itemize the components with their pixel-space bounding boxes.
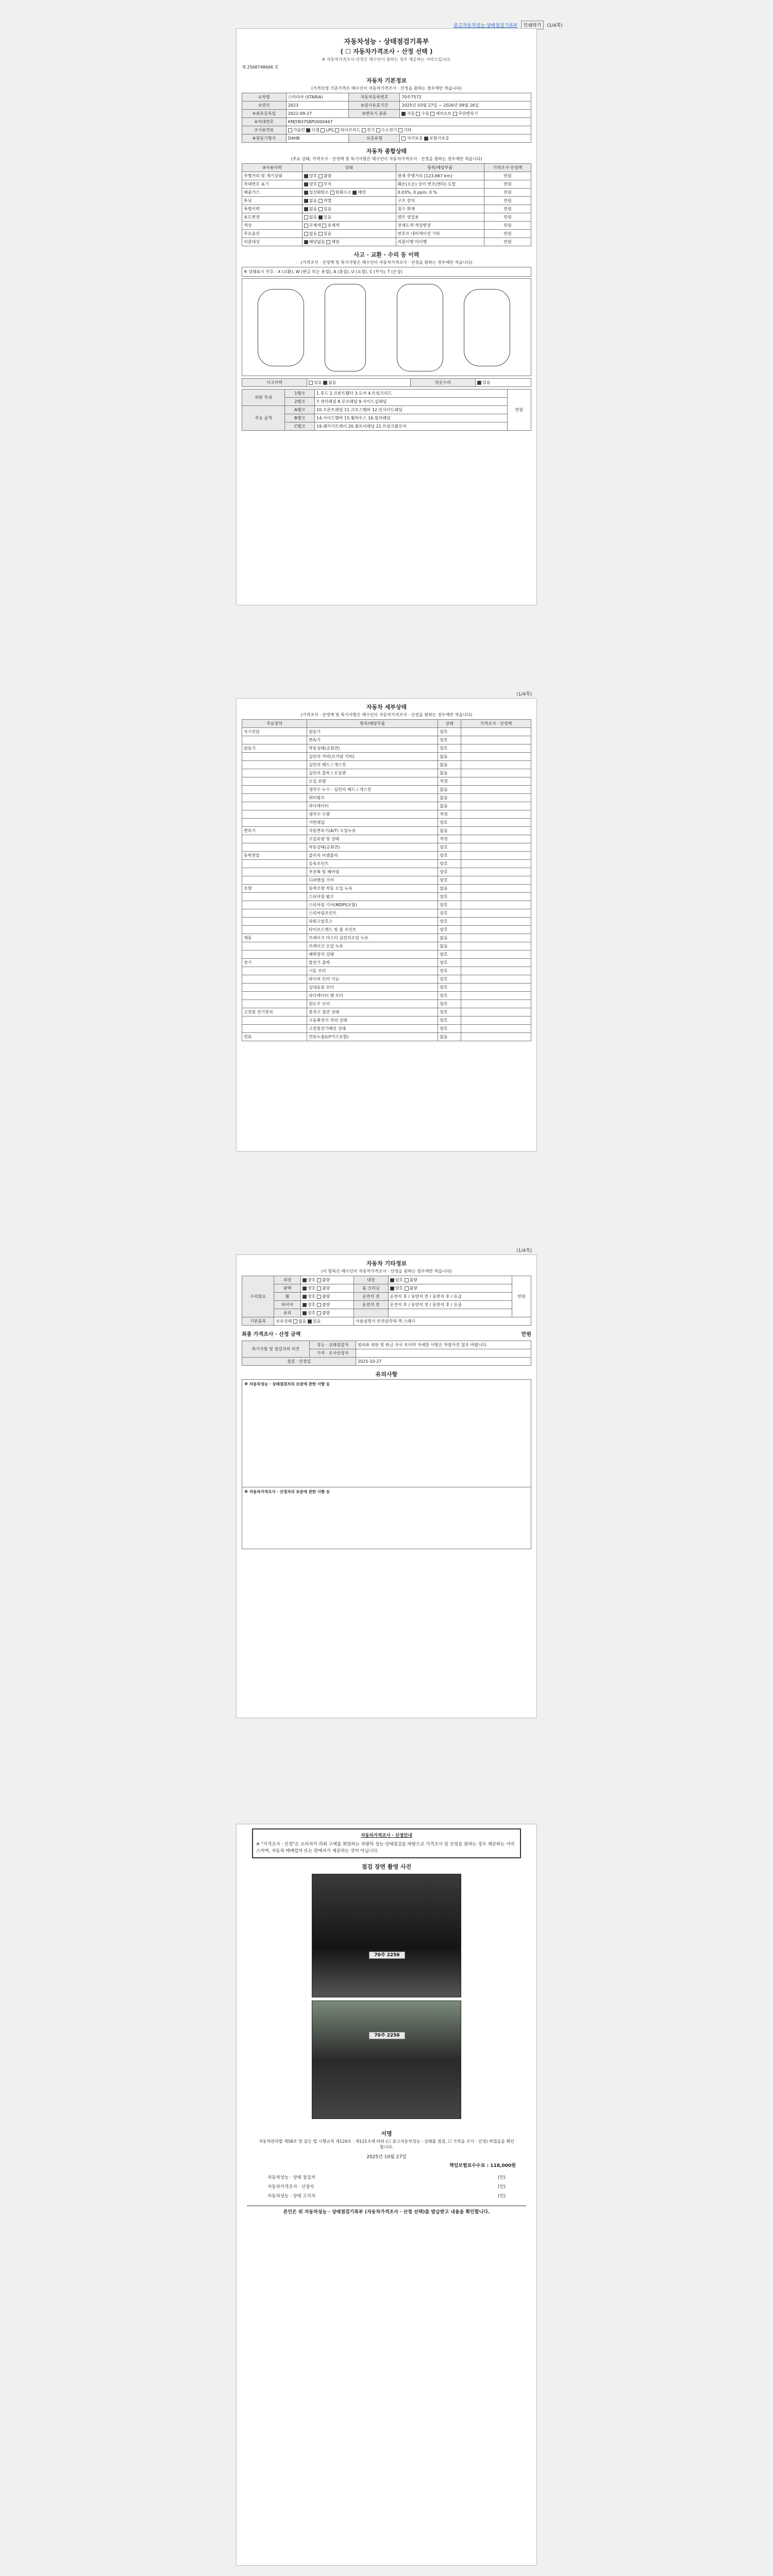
- table-cell: 타이로드엔드 및 볼 조인트: [307, 926, 438, 934]
- table-row: [242, 810, 531, 819]
- status-cell: 양호: [438, 984, 461, 992]
- table-cell: 시동 모터: [307, 967, 438, 975]
- col-header: 가격조사 · 산정액: [461, 720, 531, 728]
- price-cell: [461, 860, 531, 868]
- photo-title: 점검 장면 촬영 사진: [361, 1863, 412, 1871]
- table-row: [242, 744, 531, 753]
- price-unit: 만원: [521, 1332, 531, 1337]
- section-detail: 자동차 세부상태: [366, 704, 407, 710]
- status-cell: 없음: [438, 934, 461, 942]
- table-row: [242, 736, 531, 744]
- price-title: 최종 가격조사 · 산정 금액: [242, 1332, 301, 1337]
- car-right-view: [464, 289, 510, 366]
- page-2: [236, 698, 537, 1151]
- table-row: [242, 769, 531, 777]
- table-row: [242, 909, 531, 918]
- section-overall: 자동차 종합상태: [366, 148, 407, 155]
- table-cell: 디퍼렌셜 기어: [307, 876, 438, 885]
- price-cell: [461, 827, 531, 835]
- price-cell: [461, 1008, 531, 1016]
- sign-note: 자동차관리법 제58조 및 같은 법 시행규칙 제120조 · 제121조에 따라 (☐ 중고자동차성능 · 상태를 점검, ☐ 가격을 조사 · 산정) 하였음을 확인합니다.: [259, 2139, 514, 2150]
- car-left-view: [258, 289, 304, 366]
- table-row: [242, 1025, 531, 1033]
- footer-confirm: 본인은 위 자동차성능 · 상태점검기록부 (자동차가격조사 · 산정 선택)를 발급받고 내용을 확인합니다.: [283, 2210, 490, 2215]
- sign-date: 2025년 10월 27일: [366, 2155, 407, 2160]
- table-cell: [242, 975, 307, 984]
- table-cell: 고전원전기배선 상태: [307, 1025, 438, 1033]
- price-cell: [461, 819, 531, 827]
- table-cell: [242, 802, 307, 810]
- status-cell: 양호: [438, 951, 461, 959]
- table-cell: [242, 942, 307, 951]
- table-cell: [242, 984, 307, 992]
- table-cell: 스티어링 펌프: [307, 893, 438, 901]
- table-cell: [242, 901, 307, 909]
- table-cell: 라디에이터: [307, 802, 438, 810]
- status-cell: 양호: [438, 1008, 461, 1016]
- table-cell: 브레이크 오일 누유: [307, 942, 438, 951]
- table-row: [242, 777, 531, 786]
- table-row: [242, 1000, 531, 1008]
- table-row: [242, 926, 531, 934]
- status-cell: 양호: [438, 744, 461, 753]
- price-cell: [461, 843, 531, 852]
- notes-block-b: [242, 1487, 531, 1549]
- table-row: [242, 1033, 531, 1041]
- page-number: (1/4쪽): [547, 23, 563, 28]
- price-guide-box: [252, 1828, 521, 1858]
- status-cell: 적정: [438, 835, 461, 843]
- price-cell: [461, 835, 531, 843]
- table-row: [242, 753, 531, 761]
- table-cell: 실린더 블록 / 오일팬: [307, 769, 438, 777]
- table-cell: 자동변속기(A/T) 오일누유: [307, 827, 438, 835]
- table-cell: [242, 835, 307, 843]
- car-year: 2023: [286, 101, 349, 110]
- status-cell: 없음: [438, 885, 461, 893]
- table-cell: 추진축 및 베어링: [307, 868, 438, 876]
- table-cell: 구동축전지 격리 상태: [307, 1016, 438, 1025]
- table-cell: 실린더 커버(로커암 커버): [307, 753, 438, 761]
- status-cell: 양호: [438, 819, 461, 827]
- table-cell: 연료누출(LP가스포함): [307, 1033, 438, 1041]
- table-cell: 냉각수 수량: [307, 810, 438, 819]
- status-cell: 양호: [438, 1016, 461, 1025]
- car-frame-view: [397, 284, 443, 371]
- status-cell: 양호: [438, 959, 461, 967]
- table-row: [242, 860, 531, 868]
- plate-label: 70주 2256: [369, 2032, 405, 2039]
- table-cell: 변속기: [307, 736, 438, 744]
- table-cell: 동력조향 작동 오일 누유: [307, 885, 438, 893]
- status-cell: 없음: [438, 786, 461, 794]
- status-cell: 양호: [438, 852, 461, 860]
- table-row: [242, 843, 531, 852]
- table-row: [242, 835, 531, 843]
- table-cell: [242, 951, 307, 959]
- status-cell: 양호: [438, 909, 461, 918]
- notes-title: 유의사항: [375, 1371, 398, 1378]
- table-cell: [242, 967, 307, 975]
- table-cell: 오일 유량: [307, 777, 438, 786]
- price-cell: [461, 876, 531, 885]
- table-row: [242, 794, 531, 802]
- guide-text: ※ "가격조사 · 산정"은 소비자가 의뢰 구매를 희망하는 차량의 성능·상태점검을 바탕으로 가격조사 및 산정을 원하는 경우 제공하는 서비스이며, 자동차 매매업자 또는 판매자가 제공하는 것이 아닙니다.: [256, 1841, 515, 1854]
- car-reg-value: 70주7572: [400, 93, 531, 101]
- section-note: (이 항목은 매수인이 자동차가격조사 · 산정을 원하는 경우에만 적습니다): [321, 1269, 452, 1274]
- price-cell: [461, 1033, 531, 1041]
- table-cell: 고전원 전기장치: [242, 1008, 307, 1016]
- table-cell: 클러치 어셈블리: [307, 852, 438, 860]
- overall-table: ⑨사용이력 상태 항목/해당부품 가격조사·산정액 주행거리 및 계기상태 양호 불량 현재 주행거리 [123,667 km] 만원 차대번호 표기 양호 부식 훼손(오손) 상이 변조(변타) 도말 만원 배출가스 일산화탄소 탄화수소 매연 0.03%, 0 ppm, 0 % 만원 튜닝 없음 적법 구조 장치 만원 특별이력 없음 있음 침수 화재 만원 용도변경 없음 있음 렌트 영업용 만원 색상 무채색 유채색 전체도색 색상변경 만원 주요옵션 없음 있음 썬루프 네비게이션 기타 만원 리콜대상 해당없음 해당 리콜이행 미이행 만원: [242, 163, 531, 246]
- table-cell: 조향: [242, 885, 307, 893]
- price-cell: [461, 1016, 531, 1025]
- status-cell: 없음: [438, 942, 461, 951]
- table-row: [242, 901, 531, 909]
- inspect-period: 2025년 03월 27일 ~ 2026년 09월 26일: [400, 101, 531, 110]
- price-cell: [461, 744, 531, 753]
- table-row: [242, 786, 531, 794]
- table-cell: 작동상태(공회전): [307, 744, 438, 753]
- simple-repair-value: 있음: [482, 380, 491, 385]
- status-cell: 양호: [438, 860, 461, 868]
- table-cell: 파워고압호스: [307, 918, 438, 926]
- price-cell: [461, 868, 531, 876]
- table-cell: [242, 843, 307, 852]
- col-header: 항목/해당부품: [307, 720, 438, 728]
- price-cell: [461, 810, 531, 819]
- price-cell: [461, 909, 531, 918]
- table-cell: 스티어링 기어(MDPS포함): [307, 901, 438, 909]
- section-note: (주요 상태, 가격조사 · 산정액 및 특기사항은 매수인이 자동차가격조사 · 산정을 원하는 경우에만 적습니다): [291, 157, 482, 161]
- status-cell: 양호: [438, 992, 461, 1000]
- mileage: 123,667 km: [426, 174, 451, 178]
- price-cell: [461, 951, 531, 959]
- car-name: 스타리아 (STARIA): [286, 93, 349, 101]
- simple-repair-label: 단순수리: [411, 379, 476, 387]
- status-cell: 양호: [438, 843, 461, 852]
- plate-label: 70주 2256: [369, 1952, 405, 1959]
- table-cell: [242, 769, 307, 777]
- table-cell: 작동상태(공회전): [307, 843, 438, 852]
- table-cell: 발전기 출력: [307, 959, 438, 967]
- page-number: (1/4쪽): [516, 1248, 532, 1253]
- table-cell: [242, 893, 307, 901]
- table-row: [242, 852, 531, 860]
- status-cell: 양호: [438, 926, 461, 934]
- accident-label: 사고이력: [242, 379, 307, 387]
- status-cell: 없음: [438, 769, 461, 777]
- inspection-photo-front: [312, 1874, 461, 1997]
- table-row: [242, 885, 531, 893]
- table-cell: 원동기: [307, 728, 438, 736]
- table-cell: [242, 761, 307, 769]
- table-row: [242, 984, 531, 992]
- price-cell: [461, 761, 531, 769]
- status-cell: 없음: [438, 802, 461, 810]
- signer-3: 자동차성능 · 상태 고지자: [267, 2194, 315, 2199]
- section-note: (가격조사 · 산정액 및 특기사항은 매수인이 자동차가격조사 · 산정을 원하는 경우에만 적습니다): [300, 260, 473, 265]
- price-cell: [461, 901, 531, 909]
- signer-1: 자동차성능 · 상태 점검자: [267, 2175, 315, 2181]
- date-value: 2025-10-27: [356, 1358, 531, 1366]
- price-cell: [461, 777, 531, 786]
- table-row: [242, 934, 531, 942]
- status-cell: 없음: [438, 827, 461, 835]
- table-row: [242, 1008, 531, 1016]
- table-row: [242, 802, 531, 810]
- vin: KMJYB37SBPU000467: [286, 118, 531, 126]
- price-cell: [461, 1025, 531, 1033]
- price-cell: [461, 959, 531, 967]
- notes-heading: ※ 자동차성능 · 상태점검자의 보증에 관한 사항 등: [244, 1382, 330, 1386]
- table-cell: [242, 1000, 307, 1008]
- table-row: [242, 819, 531, 827]
- table-cell: [242, 860, 307, 868]
- status-cell: 양호: [438, 975, 461, 984]
- price-cell: [461, 942, 531, 951]
- table-cell: 연료: [242, 1033, 307, 1041]
- table-cell: [242, 786, 307, 794]
- guarantee-label: 보증유형: [349, 134, 400, 143]
- table-row: [242, 761, 531, 769]
- sign-title: 서명: [381, 2130, 392, 2138]
- table-cell: 제동: [242, 934, 307, 942]
- price-cell: [461, 893, 531, 901]
- page-subtitle: ( ☐ 자동차가격조사 · 산정 선택 ): [340, 48, 433, 55]
- table-cell: 브레이크 마스터 실린더오일 누유: [307, 934, 438, 942]
- col-header: 상태: [438, 720, 461, 728]
- section-note: (가격산정 가준가격은 매수인이 자동차가격조사 · 산정을 원하는 경우에만 적습니다): [311, 86, 462, 91]
- table-cell: 라디에이터 팬 모터: [307, 992, 438, 1000]
- accident-summary: 사고이력 있음 없음 단순수리 있음: [242, 378, 531, 387]
- table-cell: 와이퍼 모터 기능: [307, 975, 438, 984]
- price-cell: [461, 1000, 531, 1008]
- price-cell: [461, 794, 531, 802]
- price-cell: [461, 984, 531, 992]
- status-cell: 양호: [438, 728, 461, 736]
- table-row: [242, 876, 531, 885]
- status-cell: 없음: [438, 794, 461, 802]
- car-reg-label: 자동차등록번호: [349, 93, 400, 101]
- table-cell: [242, 753, 307, 761]
- date-label: 점검 · 산정일: [242, 1358, 356, 1366]
- table-cell: [242, 810, 307, 819]
- signer-2: 자동차가격조사 · 산정자: [267, 2184, 314, 2190]
- table-cell: [242, 819, 307, 827]
- table-row: [242, 992, 531, 1000]
- table-row: [242, 868, 531, 876]
- status-cell: 적정: [438, 777, 461, 786]
- special-label: 특기사항 및 점검자의 의견: [242, 1341, 310, 1358]
- price-cell: [461, 967, 531, 975]
- table-cell: [242, 1025, 307, 1033]
- table-cell: [242, 918, 307, 926]
- detail-table: [242, 719, 531, 1041]
- table-cell: 워터펌프: [307, 794, 438, 802]
- status-cell: 양호: [438, 893, 461, 901]
- table-row: [242, 1016, 531, 1025]
- inspection-photo-rear: [312, 2001, 461, 2119]
- price-cell: [461, 885, 531, 893]
- table-cell: [242, 909, 307, 918]
- table-row: [242, 728, 531, 736]
- price-cell: [461, 852, 531, 860]
- table-cell: 전기: [242, 959, 307, 967]
- table-cell: 커먼레일: [307, 819, 438, 827]
- price-cell: [461, 926, 531, 934]
- price-cell: [461, 769, 531, 777]
- page-number: (1/4쪽): [516, 692, 532, 697]
- status-cell: 양호: [438, 918, 461, 926]
- price-cell: [461, 728, 531, 736]
- price-cell: [461, 753, 531, 761]
- table-cell: [242, 736, 307, 744]
- sub-note: ※ 자동차가격조사·산정은 매수인이 원하는 경우 제공하는 서비스입니다.: [322, 57, 451, 62]
- car-diagram: [242, 278, 531, 376]
- table-cell: 스티어링조인트: [307, 909, 438, 918]
- table-row: [242, 942, 531, 951]
- print-button[interactable]: 인쇄하기: [521, 21, 544, 29]
- table-cell: 충전구 절연 상태: [307, 1008, 438, 1016]
- table-row: [242, 951, 531, 959]
- table-cell: 오일유량 및 상태: [307, 835, 438, 843]
- status-cell: 없음: [438, 761, 461, 769]
- status-cell: 양호: [438, 901, 461, 909]
- table-cell: [242, 868, 307, 876]
- table-row: [242, 918, 531, 926]
- table-row: [242, 827, 531, 835]
- table-row: [242, 959, 531, 967]
- status-cell: 양호: [438, 868, 461, 876]
- section-other: 자동차 기타정보: [366, 1260, 407, 1267]
- price-cell: [461, 802, 531, 810]
- status-cell: 없음: [438, 753, 461, 761]
- help-link[interactable]: 중고자동차성능·상태점검기록부: [453, 23, 518, 28]
- other-table: 수리필요 외장 양호 불량 내장 양호 불량 만원 광택 양호 불량 룸 크리닝 양호 불량 휠 양호 불량 운전석 전 운전석 후 / 동반석 전 / 동반석 후 / 응급 타이어 양호 불량 운전석 전 운전석 후 / 동반석 전 / 동반석 후 / 응급 유리 양호 불량 기본품목 보유상태 없음 있음 사용설명서 안전삼각대 잭 스패너: [242, 1276, 531, 1326]
- section-basic-info: 자동차 기본정보: [366, 77, 407, 84]
- table-cell: 변속기: [242, 827, 307, 835]
- section-accident: 사고 · 교환 · 수리 등 이력: [354, 251, 419, 258]
- notes-heading: ※ 자동차가격조사 · 산정자의 보증에 관한 사항 등: [244, 1489, 330, 1494]
- section-note: (가격조사 · 산정액 및 특기사항은 매수인이 자동차가격조사 · 산정을 원하는 경우에만 적습니다): [300, 713, 473, 717]
- fee-label: 책임보험료수수료 : 118,000원: [449, 2163, 516, 2169]
- accident-value: 없음: [328, 380, 337, 385]
- price-cell: [461, 975, 531, 984]
- car-top-view: [325, 284, 366, 371]
- basic-info-table: ①차명 스타리아 (STARIA) 자동차등록번호 70주7572 ②연식 2023 ③검사유효기간 2025년 03월 27일 ~ 2026년 09월 26일 ④최초등록일 2022-09-27 ⑤변속기 종류 자동 수동 세미오토 무단변속기 ⑥차대번호 KMJYB37SBPU000467 ⑦사용연료 가솔린 디젤 LPG 하이브리드 전기 수소전기 기타 ⑧원동기형식 D4HB 보증유형 자가보증 보험사보증: [242, 93, 531, 143]
- table-cell: 냉각수 누수 - 실린더 헤드 / 개스킷: [307, 786, 438, 794]
- table-row: [242, 893, 531, 901]
- price-cell: [461, 992, 531, 1000]
- status-cell: 없음: [438, 1033, 461, 1041]
- table-cell: [242, 876, 307, 885]
- page-title: 자동차성능 · 상태점검기록부: [344, 38, 429, 46]
- status-cell: 양호: [438, 736, 461, 744]
- parts-table: 외판 부위 1랭크 1.후드 2.프론트휀더 3.도어 4.트렁크리드 만원 2랭크 7.쿼터패널 8.루프패널 9.사이드실패널 주요 골격 A랭크 10.프론트패널 11.크로스멤버 12.인사이드패널 B랭크 14.사이드멤버 15.휠하우스 16.필러패널 C랭크 19.패키지트레이 20.플로어패널 21.트렁크플로어: [242, 389, 531, 431]
- table-cell: [242, 777, 307, 786]
- price-cell: [461, 934, 531, 942]
- table-cell: [242, 1016, 307, 1025]
- status-cell: 적정: [438, 810, 461, 819]
- first-reg: 2022-09-27: [286, 110, 349, 118]
- table-cell: [242, 794, 307, 802]
- guide-title: 자동차가격조사 · 산정안내: [361, 1833, 412, 1838]
- table-cell: [242, 926, 307, 934]
- price-cell: [461, 736, 531, 744]
- status-cell: 양호: [438, 1000, 461, 1008]
- price-cell: [461, 918, 531, 926]
- doc-number: 제 2568748666 호: [242, 65, 279, 70]
- table-cell: 실린더 헤드 / 개스킷: [307, 761, 438, 769]
- table-cell: 등속조인트: [307, 860, 438, 868]
- table-cell: [242, 992, 307, 1000]
- table-row: [242, 975, 531, 984]
- table-row: [242, 967, 531, 975]
- table-cell: 자기진단: [242, 728, 307, 736]
- page-4: 자동차가격조사 · 산정안내 ※ "가격조사 · 산정"은 소비자가 의뢰 구매를 희망하는 차량의 성능·상태점검을 바탕으로 가격조사 및 산정을 원하는 경우 제공하는 서비스이며, 자동차 매매업자 또는 판매자가 제공하는 것이 아닙니다. 점검 장면 촬영 사진 70주 2256 70주 2256 서명 자동차관리법 제58조 및 같은 법 시행규칙 제120조 · 제121조에 따라 (☐ 중고자동차성능 · 상태를 점검, ☐ 가격을 조사 · 산정) 하였음을 확인합니다. 2025년 10월 27일 책임보험료수수료 : 118,000원 자동차성능 · 상태 점검자 (인) 자동차가격조사 · 산정자 (인) 자동차성능 · 상태 고지자 (인) 본인은 위 자동차성능 · 상태점검기록부 (자동차가격조사 · 산정 선택)를 발급받고 내용을 확인합니다.: [236, 1824, 537, 2566]
- price-cell: [461, 786, 531, 794]
- page-1: [236, 28, 537, 605]
- status-cell: 양호: [438, 876, 461, 885]
- special-table: 특기사항 및 점검자의 의견 성능 · 상태점검자 범퍼류 외판 및 판금 자국 보이며 자세한 사항은 차량사진 참조 바랍니다. 가격 · 조사산정자 점검 · 산정일 2025-10-27: [242, 1341, 531, 1366]
- table-cell: 실내송풍 모터: [307, 984, 438, 992]
- legend: ※ 상태표시 부호 : X (교환), W (판금 또는 용접), A (흠집), U (요철), C (부식), T (손상): [242, 267, 531, 277]
- special-text: 범퍼류 외판 및 판금 자국 보이며 자세한 사항은 차량사진 참조 바랍니다.: [356, 1341, 531, 1349]
- notes-block-a: [242, 1379, 531, 1487]
- status-cell: 양호: [438, 1025, 461, 1033]
- page-3: [236, 1255, 537, 1718]
- status-cell: 양호: [438, 967, 461, 975]
- col-header: 주요장치: [242, 720, 307, 728]
- table-cell: 윈도우 모터: [307, 1000, 438, 1008]
- table-cell: 동력전달: [242, 852, 307, 860]
- table-cell: 배력장치 상태: [307, 951, 438, 959]
- table-cell: 원동기: [242, 744, 307, 753]
